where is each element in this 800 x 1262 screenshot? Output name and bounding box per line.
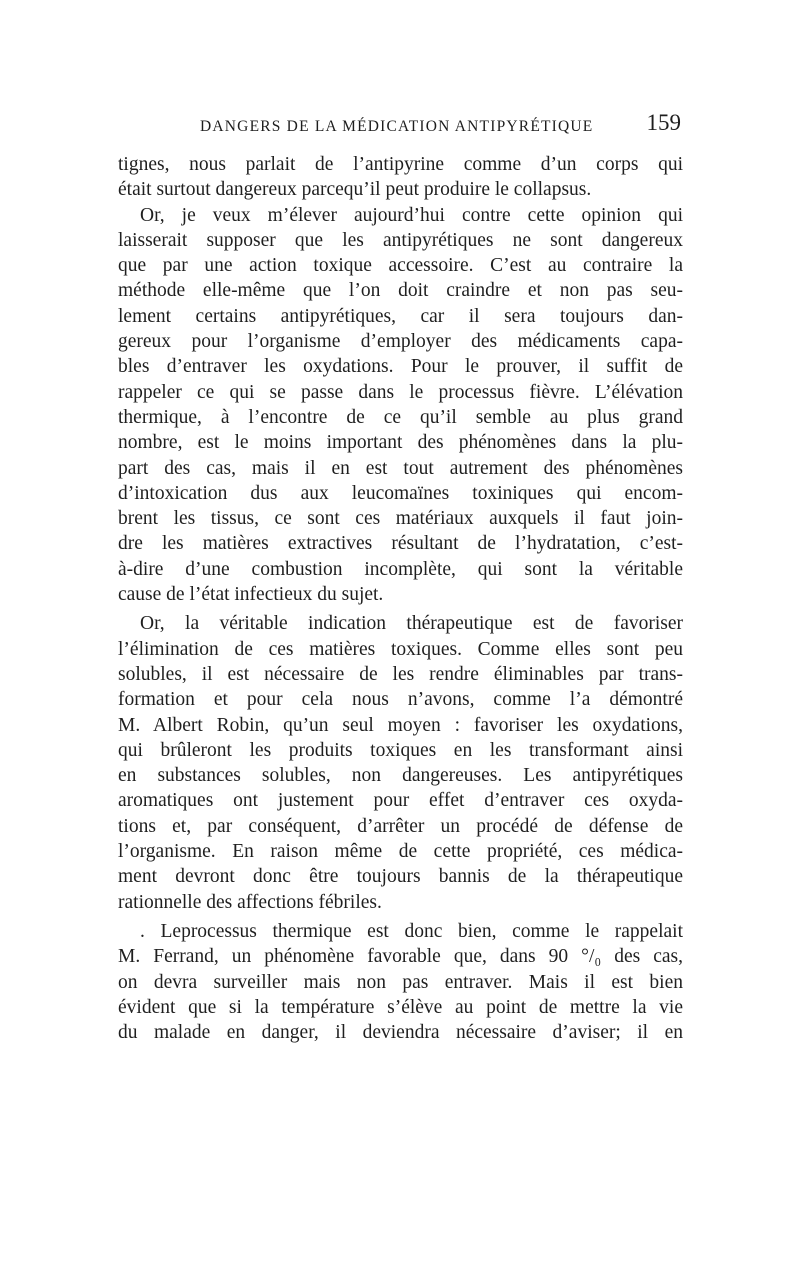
text-line: d’intoxication dus aux leucomaïnes toxiniques qui encom- [118, 482, 683, 504]
page-header [118, 110, 683, 150]
text-line: qui brûleront les produits toxiques en les transformant ainsi [118, 739, 683, 761]
paragraph [118, 152, 683, 203]
paragraph [118, 611, 683, 915]
paragraph [118, 203, 683, 608]
text-line: cause de l’état infectieux du sujet. [118, 584, 384, 606]
text-line: M. Albert Robin, qu’un seul moyen : favoriser les oxydations, [118, 714, 683, 736]
text-line: laisserait supposer que les antipyrétiques ne sont dangereux [118, 229, 683, 251]
text-line: aromatiques ont justement pour effet d’entraver ces oxyda- [118, 790, 683, 812]
text-line: Or, je veux m’élever aujourd’hui contre cette opinion qui [140, 204, 683, 226]
text-line: ment devront donc être toujours bannis de la thérapeutique [118, 866, 683, 888]
text-line: Or, la véritable indication thérapeutique est de favoriser [140, 613, 683, 635]
text-line: rationnelle des affections fébriles. [118, 891, 382, 913]
text-line: l’élimination de ces matières toxiques. Comme elles sont peu [118, 638, 683, 660]
paragraph [118, 919, 683, 1045]
text-line: en substances solubles, non dangereuses. Les antipyrétiques [118, 765, 683, 787]
text-line: tignes, nous parlait de l’antipyrine comme d’un corps qui [118, 154, 683, 175]
running-head: DANGERS DE LA MÉDICATION ANTIPYRÉTIQUE [200, 118, 594, 135]
text-line: . Leprocessus thermique est donc bien, comme le rappelait [140, 920, 683, 942]
text-line: tions et, par conséquent, d’arrêter un procédé de défense de [118, 815, 683, 837]
text-line: du malade en danger, il deviendra nécessaire d’aviser; il en [118, 1022, 683, 1044]
text-line: dre les matières extractives résultant de l’hydratation, c’est- [118, 533, 683, 555]
text-line: rappeler ce qui se passe dans le processus fièvre. L’élévation [118, 381, 683, 403]
text-line: brent les tissus, ce sont ces matériaux auxquels il faut join- [118, 508, 683, 530]
text-line: formation et pour cela nous n’avons, comme l’a démontré [118, 689, 683, 711]
text-line: évident que si la température s’élève au point de mettre la vie [118, 996, 683, 1018]
text-line: méthode elle-même que l’on doit craindre et non pas seu- [118, 280, 683, 302]
text-line: était surtout dangereux parcequ’il peut produire le collapsus. [118, 179, 592, 201]
text-line: nombre, est le moins important des phénomènes dans la plu- [118, 432, 683, 454]
text-line: que par une action toxique accessoire. C’est au contraire la [118, 255, 683, 277]
text-line: thermique, à l’encontre de ce qu’il semble au plus grand [118, 406, 683, 428]
text-line: l’organisme. En raison même de cette propriété, ces médica- [118, 841, 683, 863]
text-line: on devra surveiller mais non pas entraver. Mais il est bien [118, 971, 683, 993]
text-line: gereux pour l’organisme d’employer des médicaments capa- [118, 331, 683, 353]
text-line: M. Ferrand, un phénomène favorable que, dans 90 °/₀ des cas, [118, 946, 683, 968]
page-number: 159 [646, 110, 681, 135]
text-line: lement certains antipyrétiques, car il sera toujours dan- [118, 305, 683, 327]
text-line: bles d’entraver les oxydations. Pour le prouver, il suffit de [118, 356, 683, 378]
body-text [118, 152, 683, 1045]
text-line: solubles, il est nécessaire de les rendre éliminables par trans- [118, 663, 683, 685]
text-line: à-dire d’une combustion incomplète, qui sont la véritable [118, 558, 683, 580]
text-line: part des cas, mais il en est tout autrement des phénomènes [118, 457, 683, 479]
